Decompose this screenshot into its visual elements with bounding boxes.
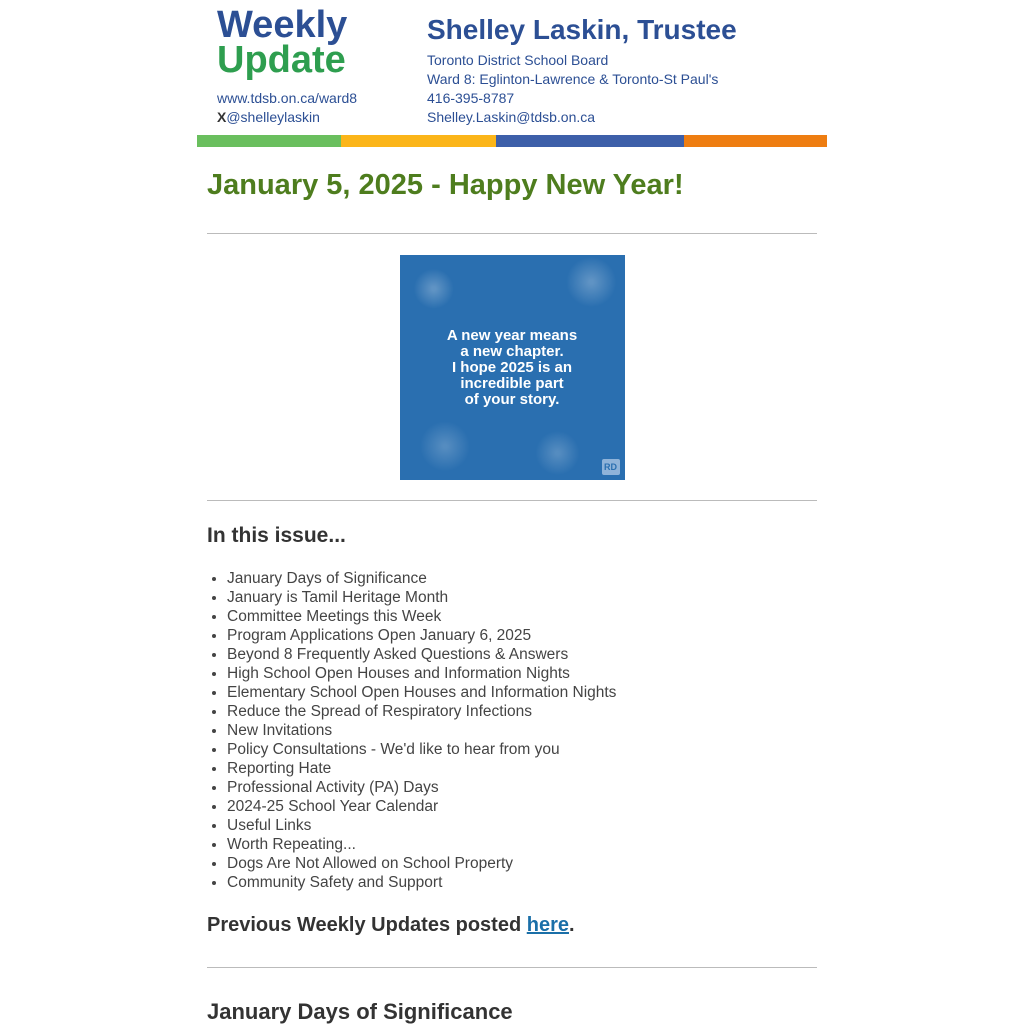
header [197, 0, 827, 135]
website-link[interactable]: www.tdsb.on.ca/ward8 [217, 90, 358, 106]
rd-logo: RD [602, 459, 620, 475]
issue-item: • Dogs Are Not Allowed on School Property [227, 854, 817, 873]
issue-item: • Community Safety and Support [227, 873, 817, 892]
bar-yellow [341, 135, 496, 147]
new-year-image [400, 255, 625, 480]
issue-item: • Worth Repeating... [227, 835, 817, 854]
previous-end: . [569, 914, 575, 936]
issue-item: • Policy Consultations - We'd like to hear from you [227, 740, 817, 759]
color-bar [197, 135, 827, 147]
logo-weekly: Weekly [217, 4, 348, 46]
bar-orange [684, 135, 827, 147]
issue-item: • New Invitations [227, 721, 817, 740]
issue-item: • Elementary School Open Houses and Information Nights [227, 683, 817, 702]
previous-text: Previous Weekly Updates posted [207, 914, 527, 936]
previous-updates [207, 914, 817, 937]
x-icon: X [217, 109, 227, 125]
newsletter [197, 0, 827, 1025]
logo-update: Update [217, 39, 346, 81]
issue-heading: In this issue... [207, 524, 346, 547]
bar-green [197, 135, 341, 147]
divider [207, 500, 817, 501]
image-text: incredible part [460, 374, 564, 392]
issue-item: • Program Applications Open January 6, 2025 [227, 626, 817, 645]
previous-updates-link[interactable]: here [526, 914, 569, 936]
issue-item: • 2024-25 School Year Calendar [227, 797, 817, 816]
image-text: of your story. [464, 390, 560, 408]
section-heading: January Days of Significance [207, 999, 513, 1024]
issue-item: • Beyond 8 Frequently Asked Questions & Answers [227, 645, 817, 664]
issue-item: • Reduce the Spread of Respiratory Infections [227, 702, 817, 721]
issue-list [207, 569, 817, 892]
email-link[interactable]: Shelley.Laskin@tdsb.on.ca [427, 109, 596, 125]
issue-item: • January Days of Significance [227, 569, 817, 588]
issue-item: • Useful Links [227, 816, 817, 835]
twitter-text: @shelleylaskin [226, 109, 320, 125]
page-title: January 5, 2025 - Happy New Year! [207, 169, 684, 201]
ward-name: Ward 8: Eglinton-Lawrence & Toronto-St Paul's [427, 71, 719, 87]
board-name: Toronto District School Board [427, 52, 609, 68]
phone: 416-395-8787 [427, 90, 515, 106]
trustee-name: Shelley Laskin, Trustee [427, 14, 737, 45]
image-text: I hope 2025 is an [451, 358, 573, 376]
issue-item: • January is Tamil Heritage Month [227, 588, 817, 607]
weekly-update-logo [217, 4, 348, 81]
issue-item: • High School Open Houses and Information Nights [227, 664, 817, 683]
divider [207, 233, 817, 234]
divider [207, 967, 817, 968]
issue-item: • Committee Meetings this Week [227, 607, 817, 626]
issue-item: • Reporting Hate [227, 759, 817, 778]
issue-item: • Professional Activity (PA) Days [227, 778, 817, 797]
image-text: A new year means [446, 326, 578, 344]
bar-blue [496, 135, 684, 147]
image-text: a new chapter. [460, 342, 564, 360]
twitter-handle[interactable] [217, 109, 320, 125]
